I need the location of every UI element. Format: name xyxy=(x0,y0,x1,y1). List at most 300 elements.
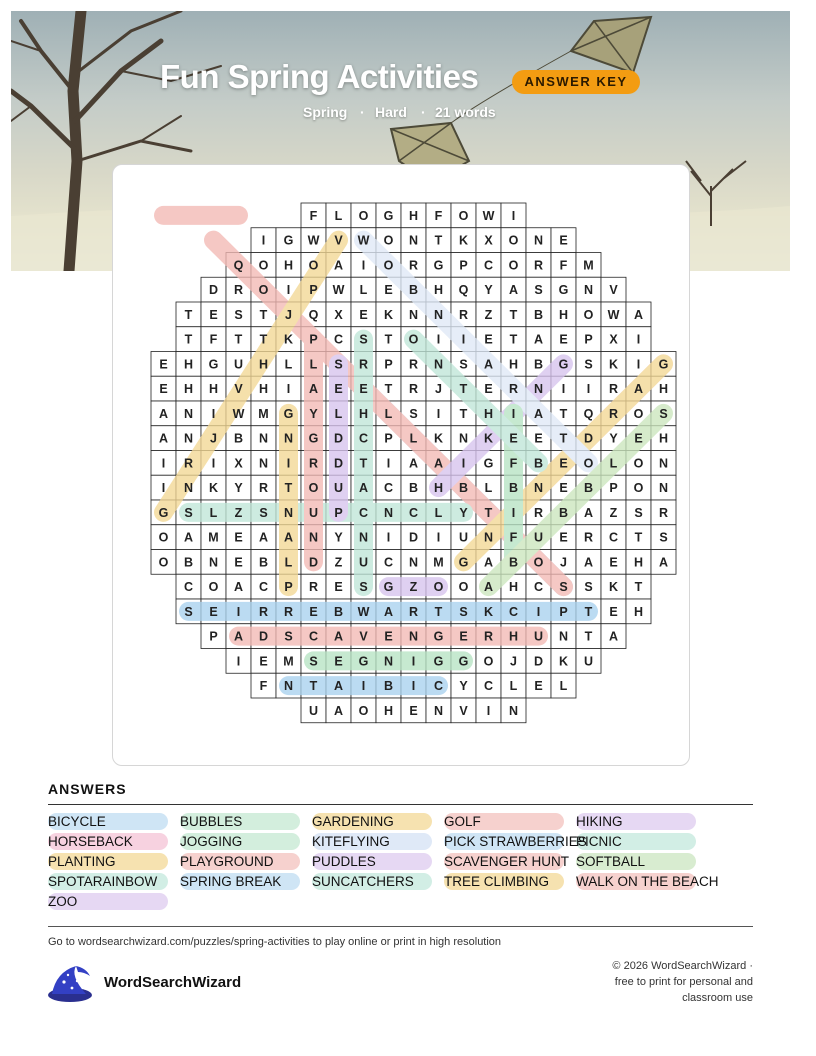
grid-letter: A xyxy=(333,679,344,694)
grid-letter: B xyxy=(183,555,194,570)
grid-letter: E xyxy=(159,382,168,397)
grid-letter: N xyxy=(283,679,294,694)
answer-item xyxy=(48,813,106,830)
grid-letter: T xyxy=(184,332,193,347)
grid-letter: E xyxy=(609,555,618,570)
grid-letter: Y xyxy=(234,481,243,496)
answer-word: JOGGING xyxy=(180,834,243,849)
grid-letter: O xyxy=(458,580,469,595)
grid-letter: I xyxy=(511,406,516,421)
grid-letter: I xyxy=(386,456,391,471)
grid-letter: E xyxy=(484,332,493,347)
grid-letter: M xyxy=(208,530,219,545)
grid-letter: O xyxy=(583,307,594,322)
grid-letter: A xyxy=(658,555,669,570)
grid-letter: S xyxy=(659,406,668,421)
grid-letter: R xyxy=(658,505,669,520)
grid-letter: J xyxy=(510,654,517,669)
grid-letter: L xyxy=(409,431,418,446)
grid-letter: O xyxy=(308,258,319,273)
grid-letter: H xyxy=(658,431,669,446)
grid-letter: C xyxy=(308,629,319,644)
grid-letter: S xyxy=(459,357,468,372)
grid-letter: G xyxy=(158,505,169,520)
grid-letter: O xyxy=(458,208,469,223)
grid-letter: P xyxy=(309,332,318,347)
grid-letter: M xyxy=(258,406,269,421)
grid-letter: K xyxy=(483,604,494,619)
grid-letter: H xyxy=(208,382,219,397)
grid-letter: B xyxy=(333,604,344,619)
grid-letter: B xyxy=(533,307,544,322)
answer-word: SUNCATCHERS xyxy=(312,874,414,889)
grid-letter: T xyxy=(584,629,593,644)
grid-letter: A xyxy=(233,580,244,595)
grid-letter: R xyxy=(308,580,319,595)
answer-item xyxy=(312,853,376,870)
grid-letter: C xyxy=(383,481,394,496)
grid-letter: G xyxy=(483,456,494,471)
grid-letter: T xyxy=(559,431,568,446)
grid-letter: C xyxy=(358,431,369,446)
grid-letter: G xyxy=(433,654,444,669)
grid-letter: A xyxy=(633,382,644,397)
grid-letter: G xyxy=(358,654,369,669)
answer-item xyxy=(180,833,242,850)
grid-letter: G xyxy=(433,629,444,644)
grid-letter: E xyxy=(359,382,368,397)
grid-letter: F xyxy=(209,332,218,347)
grid-letter: B xyxy=(533,357,544,372)
copyright: © 2026 WordSearchWizard · free to print for personal and classroom use xyxy=(612,960,753,1004)
answer-item xyxy=(444,833,587,850)
divider xyxy=(48,804,753,805)
grid-letter: E xyxy=(159,357,168,372)
grid-letter: U xyxy=(533,530,544,545)
grid-letter: N xyxy=(533,233,544,248)
answer-item xyxy=(48,833,133,850)
grid-letter: O xyxy=(158,555,169,570)
grid-letter: E xyxy=(559,481,568,496)
grid-letter: R xyxy=(508,382,519,397)
grid-letter: U xyxy=(333,481,344,496)
grid-letter: L xyxy=(209,505,218,520)
grid-letter: C xyxy=(408,505,419,520)
grid-letter: T xyxy=(184,307,193,322)
grid-letter: H xyxy=(633,604,644,619)
grid-letter: G xyxy=(308,431,319,446)
grid-letter: K xyxy=(433,431,444,446)
grid-letter: Y xyxy=(309,406,318,421)
grid-letter: Z xyxy=(234,505,243,520)
grid-letter: G xyxy=(283,233,294,248)
grid-letter: N xyxy=(283,431,294,446)
grid-letter: I xyxy=(236,654,241,669)
grid-letter: L xyxy=(309,357,318,372)
grid-letter: P xyxy=(384,431,393,446)
grid-letter: V xyxy=(234,382,243,397)
answer-word: GARDENING xyxy=(312,814,394,829)
grid-letter: E xyxy=(384,283,393,298)
grid-letter: K xyxy=(608,580,619,595)
grid-letter: A xyxy=(608,629,619,644)
grid-letter: J xyxy=(285,307,292,322)
grid-letter: N xyxy=(183,431,194,446)
grid-letter: D xyxy=(258,629,269,644)
grid-letter: H xyxy=(508,357,519,372)
grid-letter: O xyxy=(508,258,519,273)
answer-word: BUBBLES xyxy=(180,814,243,829)
grid-letter: G xyxy=(433,258,444,273)
grid-letter: I xyxy=(636,332,641,347)
answer-item xyxy=(180,873,281,890)
grid-letter: S xyxy=(584,580,593,595)
grid-letter: W xyxy=(482,208,495,223)
grid-letter: A xyxy=(308,382,319,397)
grid-letter: P xyxy=(584,332,593,347)
grid-letter: F xyxy=(559,258,568,273)
grid-letter: T xyxy=(384,332,393,347)
grid-letter: I xyxy=(486,703,491,718)
grid-letter: T xyxy=(559,406,568,421)
answer-word: SOFTBALL xyxy=(576,854,646,869)
grid-letter: T xyxy=(634,580,643,595)
grid-letter: N xyxy=(433,703,444,718)
grid-letter: F xyxy=(509,456,518,471)
page-title: Fun Spring Activities xyxy=(160,58,479,95)
grid-letter: A xyxy=(583,505,594,520)
grid-letter: N xyxy=(658,481,669,496)
grid-letter: O xyxy=(583,456,594,471)
grid-letter: J xyxy=(435,382,442,397)
puzzle-theme: Spring xyxy=(303,104,348,120)
grid-letter: Z xyxy=(334,555,343,570)
grid-letter: E xyxy=(384,629,393,644)
grid-letter: U xyxy=(233,357,244,372)
grid-letter: I xyxy=(436,332,441,347)
grid-letter: Y xyxy=(484,283,493,298)
grid-letter: R xyxy=(258,604,269,619)
grid-letter: S xyxy=(334,357,343,372)
grid-letter: T xyxy=(284,481,293,496)
grid-letter: H xyxy=(183,357,194,372)
grid-letter: X xyxy=(234,456,243,471)
grid-letter: O xyxy=(358,703,369,718)
grid-letter: N xyxy=(408,233,419,248)
grid-letter: W xyxy=(357,233,370,248)
grid-letter: Q xyxy=(233,258,244,273)
brand-name: WordSearchWizard xyxy=(104,974,242,991)
grid-letter: A xyxy=(433,456,444,471)
grid-letter: N xyxy=(383,654,394,669)
grid-letter: O xyxy=(358,208,369,223)
grid-letter: E xyxy=(559,332,568,347)
grid-letter: E xyxy=(334,382,343,397)
grid-letter: F xyxy=(309,208,318,223)
grid-letter: L xyxy=(284,555,293,570)
grid-letter: D xyxy=(208,283,219,298)
grid-letter: N xyxy=(383,505,394,520)
answer-item xyxy=(312,873,414,890)
grid-letter: T xyxy=(259,307,268,322)
grid-letter: O xyxy=(408,332,419,347)
grid-letter: Y xyxy=(609,431,618,446)
answer-word: GOLF xyxy=(444,814,481,829)
grid-letter: I xyxy=(286,283,291,298)
grid-letter: Z xyxy=(409,580,418,595)
puzzle-difficulty: Hard xyxy=(375,104,407,120)
grid-letter: A xyxy=(333,703,344,718)
grid-letter: I xyxy=(636,357,641,372)
grid-letter: I xyxy=(511,208,516,223)
grid-letter: N xyxy=(533,481,544,496)
grid-letter: A xyxy=(533,406,544,421)
grid-letter: C xyxy=(483,258,494,273)
grid-letter: O xyxy=(633,481,644,496)
grid-letter: S xyxy=(584,357,593,372)
grid-letter: C xyxy=(608,530,619,545)
grid-letter: S xyxy=(284,629,293,644)
grid-letter: I xyxy=(286,456,291,471)
grid-letter: I xyxy=(361,679,366,694)
answer-word: HIKING xyxy=(576,814,623,829)
grid-letter: O xyxy=(633,456,644,471)
grid-letter: E xyxy=(459,629,468,644)
grid-letter: B xyxy=(408,481,419,496)
answer-word: ZOO xyxy=(48,894,78,909)
grid-letter: L xyxy=(609,456,618,471)
grid-letter: H xyxy=(508,629,519,644)
grid-letter: B xyxy=(383,679,394,694)
grid-letter: A xyxy=(158,406,169,421)
grid-letter: I xyxy=(236,604,241,619)
answer-word: BICYCLE xyxy=(48,814,106,829)
grid-letter: H xyxy=(258,382,269,397)
grid-letter: E xyxy=(409,703,418,718)
grid-letter: U xyxy=(583,654,594,669)
grid-letter: N xyxy=(433,307,444,322)
grid-letter: T xyxy=(584,604,593,619)
grid-letter: G xyxy=(208,357,219,372)
grid-letter: V xyxy=(359,629,368,644)
answers-heading: ANSWERS xyxy=(48,781,127,797)
grid-letter: B xyxy=(508,555,519,570)
grid-letter: U xyxy=(458,530,469,545)
grid-letter: N xyxy=(408,629,419,644)
grid-letter: T xyxy=(509,307,518,322)
grid-letter: I xyxy=(511,505,516,520)
grid-letter: S xyxy=(634,505,643,520)
grid-letter: I xyxy=(161,456,166,471)
grid-letter: E xyxy=(259,654,268,669)
grid-letter: O xyxy=(533,555,544,570)
grid-letter: I xyxy=(461,332,466,347)
answer-key-badge: ANSWER KEY xyxy=(512,70,640,94)
grid-letter: I xyxy=(361,258,366,273)
grid-letter: R xyxy=(608,382,619,397)
grid-letter: Q xyxy=(458,283,469,298)
grid-letter: R xyxy=(583,530,594,545)
grid-letter: L xyxy=(334,208,343,223)
grid-letter: G xyxy=(383,580,394,595)
grid-letter: W xyxy=(332,283,345,298)
grid-letter: E xyxy=(509,431,518,446)
grid-letter: O xyxy=(208,580,219,595)
word-count: 21 words xyxy=(435,104,496,120)
grid-letter: L xyxy=(509,679,518,694)
grid-letter: K xyxy=(458,233,469,248)
grid-letter: B xyxy=(533,456,544,471)
answer-item xyxy=(444,853,569,870)
grid-letter: C xyxy=(333,332,344,347)
grid-letter: B xyxy=(458,481,469,496)
grid-letter: A xyxy=(483,555,494,570)
answer-word: TREE CLIMBING xyxy=(444,874,550,889)
grid-letter: E xyxy=(359,307,368,322)
grid-letter: O xyxy=(308,481,319,496)
grid-letter: W xyxy=(232,406,245,421)
grid-letter: H xyxy=(433,481,444,496)
grid-letter: I xyxy=(536,604,541,619)
answer-word: KITEFLYING xyxy=(312,834,390,849)
grid-letter: S xyxy=(259,505,268,520)
answer-item xyxy=(180,853,274,870)
grid-letter: C xyxy=(483,679,494,694)
grid-letter: R xyxy=(533,505,544,520)
answer-item xyxy=(576,873,719,890)
grid-letter: D xyxy=(308,555,319,570)
grid-letter: N xyxy=(408,555,419,570)
grid-letter: I xyxy=(411,654,416,669)
grid-letter: H xyxy=(483,406,494,421)
grid-letter: A xyxy=(333,629,344,644)
grid-letter: C xyxy=(508,604,519,619)
grid-letter: S xyxy=(659,530,668,545)
grid-letter: T xyxy=(234,332,243,347)
grid-letter: S xyxy=(309,654,318,669)
grid-letter: R xyxy=(408,382,419,397)
grid-letter: D xyxy=(333,431,344,446)
grid-letter: L xyxy=(284,357,293,372)
grid-letter: L xyxy=(484,481,493,496)
grid-letter: Q xyxy=(308,307,319,322)
grid-letter: K xyxy=(483,431,494,446)
answer-word: PLANTING xyxy=(48,854,116,869)
grid-letter: R xyxy=(408,258,419,273)
grid-letter: N xyxy=(408,307,419,322)
grid-letter: I xyxy=(411,679,416,694)
grid-letter: U xyxy=(308,703,319,718)
grid-letter: H xyxy=(658,382,669,397)
grid-letter: R xyxy=(358,357,369,372)
grid-letter: I xyxy=(586,382,591,397)
grid-letter: I xyxy=(161,481,166,496)
grid-letter: B xyxy=(233,431,244,446)
grid-letter: L xyxy=(559,679,568,694)
grid-letter: P xyxy=(609,481,618,496)
answer-word: SCAVENGER HUNT xyxy=(444,854,570,869)
grid-letter: I xyxy=(436,406,441,421)
grid-letter: A xyxy=(508,283,519,298)
grid-letter: E xyxy=(609,604,618,619)
grid-letter: H xyxy=(433,283,444,298)
grid-letter: N xyxy=(208,555,219,570)
grid-letter: N xyxy=(358,530,369,545)
grid-letter: R xyxy=(408,604,419,619)
grid-letter: A xyxy=(233,629,244,644)
grid-letter: P xyxy=(309,283,318,298)
grid-letter: R xyxy=(258,481,269,496)
grid-letter: B xyxy=(408,283,419,298)
grid-letter: S xyxy=(459,604,468,619)
grid-letter: D xyxy=(408,530,419,545)
meta-separator: · xyxy=(360,104,365,120)
grid-letter: O xyxy=(258,283,269,298)
grid-letter: S xyxy=(534,283,543,298)
grid-letter: N xyxy=(508,703,519,718)
grid-letter: H xyxy=(358,406,369,421)
grid-letter: I xyxy=(436,530,441,545)
grid-letter: A xyxy=(583,555,594,570)
answer-word: SPOTARAINBOW xyxy=(48,874,158,889)
grid-letter: R xyxy=(183,456,194,471)
grid-letter: F xyxy=(259,679,268,694)
grid-letter: B xyxy=(558,505,569,520)
grid-letter: D xyxy=(333,456,344,471)
grid-letter: C xyxy=(533,580,544,595)
grid-letter: Y xyxy=(334,530,343,545)
grid-letter: I xyxy=(286,382,291,397)
answer-word: PICK STRAWBERRIES xyxy=(444,834,587,849)
grid-letter: S xyxy=(559,580,568,595)
grid-letter: V xyxy=(609,283,618,298)
grid-letter: N xyxy=(183,406,194,421)
grid-letter: O xyxy=(633,406,644,421)
grid-letter: C xyxy=(258,580,269,595)
grid-letter: T xyxy=(309,679,318,694)
grid-letter: R xyxy=(283,604,294,619)
grid-letter: V xyxy=(459,703,468,718)
grid-letter: O xyxy=(508,233,519,248)
grid-letter: P xyxy=(209,629,218,644)
grid-letter: X xyxy=(334,307,343,322)
grid-letter: T xyxy=(634,530,643,545)
grid-letter: Z xyxy=(484,307,493,322)
grid-letter: B xyxy=(508,481,519,496)
grid-letter: K xyxy=(558,654,569,669)
grid-letter: P xyxy=(559,604,568,619)
grid-letter: X xyxy=(484,233,493,248)
grid-letter: S xyxy=(234,307,243,322)
answer-item xyxy=(48,853,116,870)
grid-letter: O xyxy=(158,530,169,545)
grid-letter: R xyxy=(608,406,619,421)
grid-letter: A xyxy=(333,258,344,273)
grid-letter: G xyxy=(458,654,469,669)
grid-letter: I xyxy=(211,456,216,471)
grid-letter: R xyxy=(533,258,544,273)
grid-letter: U xyxy=(533,629,544,644)
footer-link[interactable]: Go to wordsearchwizard.com/puzzles/spring-activities to play online or print in high resolution xyxy=(48,936,502,948)
grid-letter: E xyxy=(334,580,343,595)
grid-letter: R xyxy=(308,456,319,471)
grid-letter: A xyxy=(633,307,644,322)
grid-letter: O xyxy=(483,654,494,669)
grid-letter: O xyxy=(383,258,394,273)
grid-letter: H xyxy=(283,258,294,273)
grid-letter: K xyxy=(608,357,619,372)
grid-letter: E xyxy=(209,307,218,322)
